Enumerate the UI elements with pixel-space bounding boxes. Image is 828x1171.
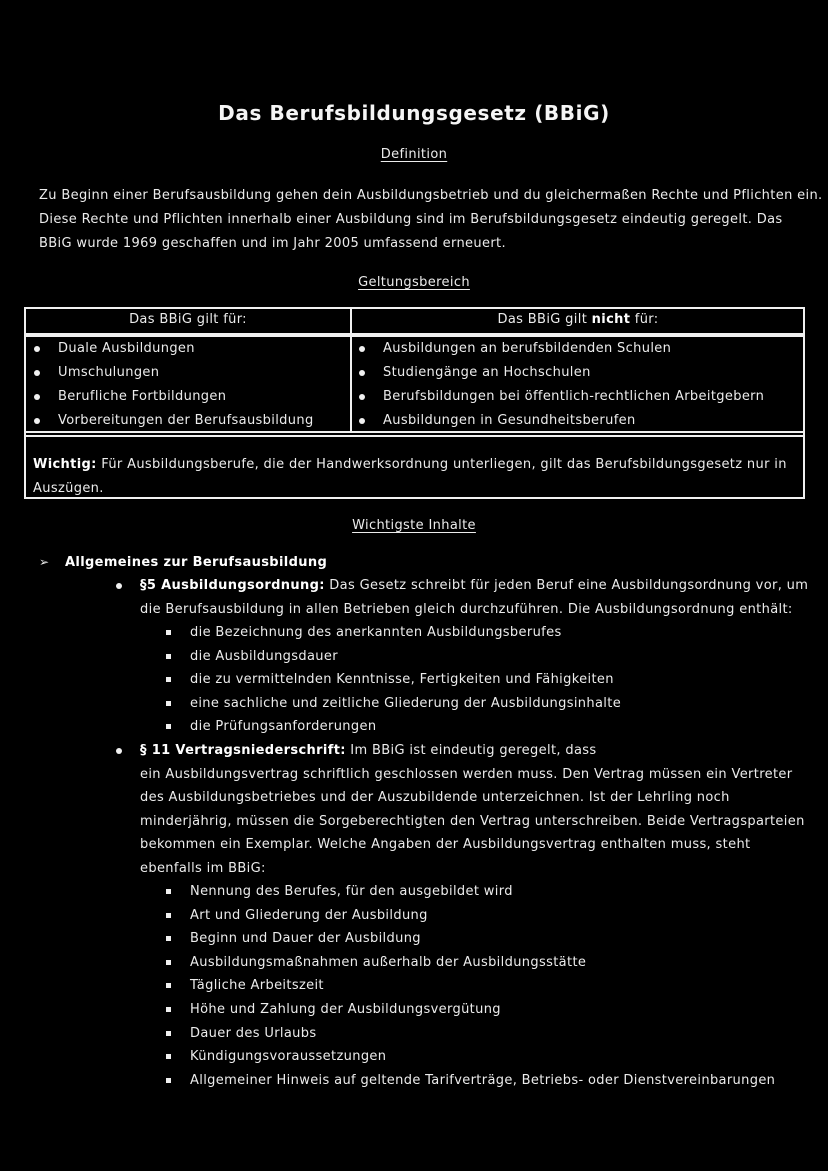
sublist-item-text: Art und Gliederung der Ausbildung [190, 907, 428, 923]
square-bullet-icon [166, 630, 171, 635]
definition-line: Zu Beginn einer Berufsausbildung gehen dein Ausbildungsbetrieb und du gleichermaßen Rechte und Pflichten ein. [39, 188, 823, 203]
dot-bullet-icon [359, 346, 365, 352]
square-bullet-icon [166, 936, 171, 941]
law-item-line [140, 739, 805, 763]
not-applies-list-item [357, 385, 764, 409]
definition-heading [0, 147, 828, 162]
not-applies-list-item [357, 337, 764, 361]
not-applies-item-text: Studiengänge an Hochschulen [383, 365, 591, 380]
law-item-line [140, 574, 808, 598]
applies-item-text: Duale Ausbildungen [58, 341, 195, 356]
sublist-item [164, 880, 775, 904]
square-bullet-icon [166, 1078, 171, 1083]
dot-bullet-icon [34, 346, 40, 352]
law-item-line-text: Im BBiG ist eindeutig geregelt, dass [345, 743, 597, 758]
applies-list-item [32, 361, 314, 385]
not-applies-list [357, 337, 764, 433]
sublist-item [164, 974, 775, 998]
law-item-line: die Berufsausbildung in allen Betrieben gleich durchzuführen. Die Ausbildungsordnung enthält: [140, 601, 793, 617]
applies-list-item [32, 409, 314, 433]
contents-heading-text: Wichtigste Inhalte [352, 518, 476, 533]
not-applies-header-emphasis: nicht [591, 312, 631, 327]
dot-bullet-icon [116, 583, 122, 589]
contents-heading [0, 518, 828, 533]
dot-bullet-icon [116, 748, 122, 754]
sublist-item-text: die Bezeichnung des anerkannten Ausbildungsberufes [190, 625, 562, 640]
law-item-line: bekommen ein Exemplar. Welche Angaben der Ausbildungsvertrag enthalten muss, steht [140, 837, 751, 853]
square-bullet-icon [166, 960, 171, 965]
sublist-item [164, 715, 621, 739]
sublist-item-text: Ausbildungsmaßnahmen außerhalb der Ausbildungsstätte [190, 954, 587, 970]
vertrag-sublist [164, 880, 775, 1092]
sublist-item [164, 645, 621, 669]
sublist-item [164, 1069, 775, 1093]
sublist-item-text: Beginn und Dauer der Ausbildung [190, 931, 421, 947]
sublist-item-text: Allgemeiner Hinweis auf geltende Tarifverträge, Betriebs- oder Dienstvereinbarungen [190, 1072, 776, 1088]
law-item-label: § 11 Vertragsniederschrift: [140, 743, 346, 758]
not-applies-list-item [357, 409, 764, 433]
sublist-item-text: Nennung des Berufes, für den ausgebildet wird [190, 884, 513, 899]
law-item-line: minderjährig, müssen die Sorgeberechtigten den Vertrag unterschreiben. Beide Vertragsparteien [140, 813, 805, 829]
square-bullet-icon [166, 983, 171, 988]
not-applies-item-text: Ausbildungen an berufsbildenden Schulen [383, 341, 672, 356]
square-bullet-icon [166, 724, 171, 729]
applies-item-text: Vorbereitungen der Berufsausbildung [58, 413, 314, 428]
sublist-item [164, 668, 621, 692]
applies-header: Das BBiG gilt für: [129, 312, 247, 327]
sublist-item [164, 1045, 775, 1069]
not-applies-header-pre: Das BBiG gilt [497, 312, 592, 327]
dot-bullet-icon [359, 418, 365, 424]
dot-bullet-icon [359, 370, 365, 376]
sublist-item [164, 951, 775, 975]
applies-list-item [32, 337, 314, 361]
applies-list [32, 337, 314, 433]
sublist-item [164, 1022, 775, 1046]
not-applies-header-post: für: [630, 312, 659, 327]
square-bullet-icon [166, 1007, 171, 1012]
scope-table-header-row [26, 309, 803, 335]
square-bullet-icon [166, 1054, 171, 1059]
dot-bullet-icon [359, 394, 365, 400]
column-divider [350, 337, 355, 431]
square-bullet-icon [166, 677, 171, 682]
sublist-item-text: Tägliche Arbeitszeit [190, 978, 324, 994]
sublist-item-text: Höhe und Zahlung der Ausbildungsvergütung [190, 1001, 501, 1017]
scope-table-body-row [26, 335, 803, 433]
not-applies-item-text: Berufsbildungen bei öffentlich-rechtlichen Arbeitgebern [383, 389, 765, 404]
square-bullet-icon [166, 889, 171, 894]
dot-bullet-icon [34, 394, 40, 400]
note-line [33, 453, 803, 477]
applies-item-text: Umschulungen [58, 365, 160, 380]
square-bullet-icon [166, 1031, 171, 1036]
definition-paragraph [39, 184, 823, 256]
section-title-row [39, 550, 327, 575]
sublist-item [164, 927, 775, 951]
scope-heading [0, 275, 828, 290]
applies-list-item [32, 385, 314, 409]
law-item-line: des Ausbildungsbetriebes und der Auszubildende unterzeichnen. Ist der Lehrling noch [140, 790, 730, 806]
not-applies-header [353, 312, 803, 327]
dot-bullet-icon [34, 370, 40, 376]
sublist-item [164, 621, 621, 645]
section-title: Allgemeines zur Berufsausbildung [65, 555, 328, 570]
sublist-item-text: die zu vermittelnden Kenntnisse, Fertigkeiten und Fähigkeiten [190, 672, 614, 688]
law-item-text [140, 739, 805, 881]
ausbildungsordnung-sublist [164, 621, 621, 739]
definition-line: BBiG wurde 1969 geschaffen und im Jahr 2005 umfassend erneuert. [39, 236, 506, 251]
sublist-item [164, 904, 775, 928]
sublist-item [164, 692, 621, 716]
sublist-item-text: die Ausbildungsdauer [190, 648, 338, 664]
page-title: Das Berufsbildungsgesetz (BBiG) [218, 101, 610, 125]
sublist-item [164, 998, 775, 1022]
note-text: Für Ausbildungsberufe, die der Handwerksordnung unterliegen, gilt das Berufsbildungsgesetz nur in [96, 457, 787, 472]
law-item-ausbildungsordnung [114, 574, 808, 621]
definition-line: Diese Rechte und Pflichten innerhalb einer Ausbildung sind im Berufsbildungsgesetz eindeutig geregelt. Das [39, 212, 783, 227]
sublist-item-text: Dauer des Urlaubs [190, 1025, 317, 1041]
not-applies-item-text: Ausbildungen in Gesundheitsberufen [383, 413, 636, 428]
sublist-item-text: die Prüfungsanforderungen [190, 719, 377, 735]
sublist-item-text: Kündigungsvoraussetzungen [190, 1049, 387, 1065]
note-line: Auszügen. [33, 481, 104, 496]
scope-heading-text: Geltungsbereich [358, 275, 470, 290]
law-item-vertragsniederschrift [114, 739, 805, 881]
arrow-bullet-icon: ➢ [39, 555, 50, 569]
not-applies-list-item [357, 361, 764, 385]
square-bullet-icon [166, 913, 171, 918]
law-item-text [140, 574, 808, 621]
dot-bullet-icon [34, 418, 40, 424]
scope-table [24, 307, 805, 499]
definition-heading-text: Definition [380, 147, 448, 162]
square-bullet-icon [166, 701, 171, 706]
law-item-line-text: Das Gesetz schreibt für jeden Beruf eine Ausbildungsordnung vor, um [324, 578, 809, 593]
applies-item-text: Berufliche Fortbildungen [58, 389, 227, 404]
law-item-line: ein Ausbildungsvertrag schriftlich geschlossen werden muss. Den Vertrag müssen ein Vertreter [140, 766, 793, 782]
square-bullet-icon [166, 654, 171, 659]
scope-table-note [26, 435, 803, 497]
sublist-item-text: eine sachliche und zeitliche Gliederung der Ausbildungsinhalte [190, 695, 622, 711]
note-label: Wichtig: [33, 457, 97, 472]
law-item-line: ebenfalls im BBiG: [140, 860, 266, 876]
law-item-label: §5 Ausbildungsordnung: [140, 578, 325, 593]
